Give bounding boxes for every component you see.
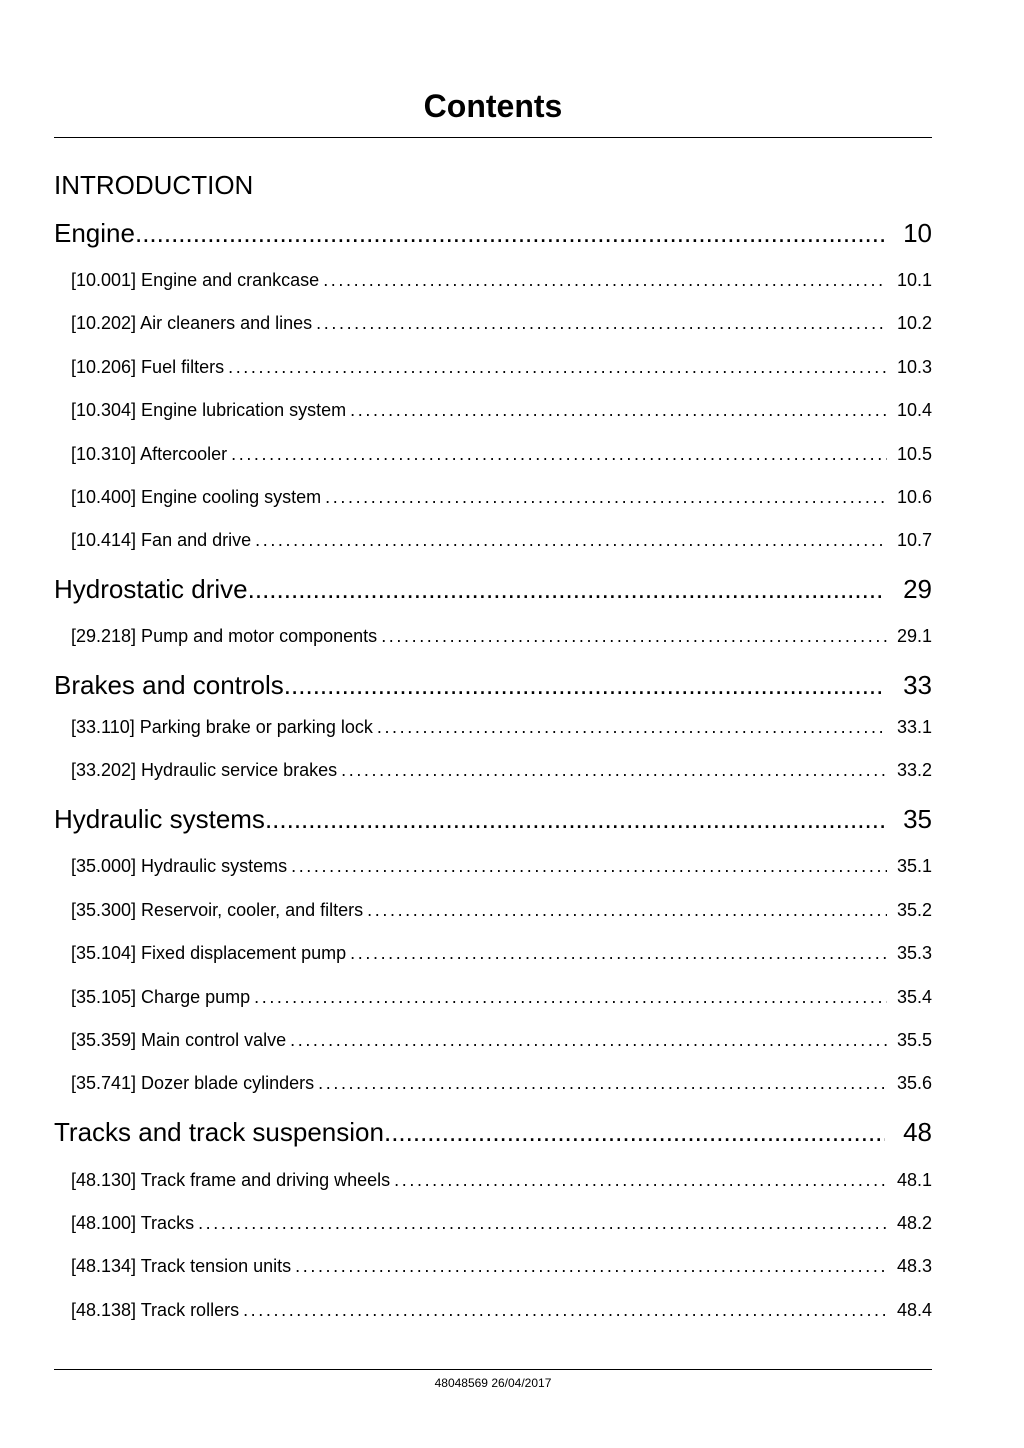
toc-entry-label: [10.202] Air cleaners and lines <box>71 313 313 333</box>
dot-leader <box>363 898 887 922</box>
toc-entry-page: 35.5 <box>896 1030 932 1050</box>
toc-entry[interactable] <box>71 1298 932 1322</box>
footer-divider <box>54 1369 932 1370</box>
toc-entry-page: 10.5 <box>896 444 932 464</box>
toc-entry[interactable] <box>71 715 932 739</box>
toc-section-page: 33 <box>903 670 932 700</box>
toc-entry-label: [48.138] Track rollers <box>71 1300 240 1320</box>
dot-leader <box>287 854 887 878</box>
toc-entry-page: 33.1 <box>896 717 932 737</box>
dot-leader <box>284 668 885 702</box>
toc-section-page: 48 <box>903 1117 932 1147</box>
toc-section-tracks-and-track-suspension[interactable] <box>54 1115 932 1149</box>
toc-entry-label: [35.104] Fixed displacement pump <box>71 943 347 963</box>
toc-entry-label: [10.400] Engine cooling system <box>71 487 322 507</box>
toc-entry-label: [33.110] Parking brake or parking lock <box>71 717 373 737</box>
dot-leader <box>314 1071 887 1095</box>
toc-entry[interactable] <box>71 528 932 552</box>
toc-entry-label: [33.202] Hydraulic service brakes <box>71 760 338 780</box>
toc-entry-page: 10.3 <box>896 357 932 377</box>
toc-section-hydraulic-systems[interactable] <box>54 802 932 836</box>
toc-section-label: Engine <box>54 218 135 248</box>
toc-section-hydrostatic-drive[interactable] <box>54 572 932 606</box>
toc-entry-label: [10.206] Fuel filters <box>71 357 225 377</box>
dot-leader <box>248 572 885 606</box>
toc-entry-label: [35.741] Dozer blade cylinders <box>71 1073 315 1093</box>
toc-section-brakes-and-controls[interactable] <box>54 668 932 702</box>
toc-entry-label: [35.000] Hydraulic systems <box>71 856 288 876</box>
toc-entry-label: [10.310] Aftercooler <box>71 444 228 464</box>
toc-entry-page: 10.7 <box>896 530 932 550</box>
intro-heading[interactable]: INTRODUCTION <box>54 170 254 200</box>
toc-entry-page: 29.1 <box>896 626 932 646</box>
dot-leader <box>227 442 887 466</box>
toc-entry-page: 10.4 <box>896 400 932 420</box>
dot-leader <box>373 715 887 739</box>
toc-entry-label: [35.105] Charge pump <box>71 987 251 1007</box>
toc-entry-label: [48.100] Tracks <box>71 1213 195 1233</box>
toc-entry[interactable] <box>71 758 932 782</box>
dot-leader <box>291 1254 887 1278</box>
toc-entry[interactable] <box>71 1168 932 1192</box>
toc-entry[interactable] <box>71 398 932 422</box>
toc-entry-label: [10.001] Engine and crankcase <box>71 270 320 290</box>
dot-leader <box>251 528 887 552</box>
toc-entry-label: [48.134] Track tension units <box>71 1256 292 1276</box>
toc-entry-page: 48.4 <box>896 1300 932 1320</box>
toc-entry-page: 35.1 <box>896 856 932 876</box>
toc-entry-page: 48.1 <box>896 1170 932 1190</box>
footer-doc-id: 48048569 26/04/2017 <box>434 1376 552 1390</box>
toc-entry-page: 35.2 <box>896 900 932 920</box>
toc-entry-page: 35.3 <box>896 943 932 963</box>
toc-entry[interactable] <box>71 898 932 922</box>
toc-section-label: Brakes and controls <box>54 670 284 700</box>
dot-leader <box>265 802 885 836</box>
toc-entry-page: 48.2 <box>896 1213 932 1233</box>
toc-section-page: 29 <box>903 574 932 604</box>
toc-section-label: Hydraulic systems <box>54 804 265 834</box>
toc-section-label: Tracks and track suspension <box>54 1117 384 1147</box>
toc-entry-label: [35.359] Main control valve <box>71 1030 287 1050</box>
dot-leader <box>346 941 887 965</box>
dot-leader <box>312 311 887 335</box>
dot-leader <box>384 1115 885 1149</box>
toc-entry-page: 10.6 <box>896 487 932 507</box>
dot-leader <box>319 268 887 292</box>
toc-entry-label: [48.130] Track frame and driving wheels <box>71 1170 391 1190</box>
dot-leader <box>390 1168 887 1192</box>
toc-entry-label: [29.218] Pump and motor components <box>71 626 378 646</box>
dot-leader <box>321 485 887 509</box>
toc-entry-page: 33.2 <box>896 760 932 780</box>
toc-entry-page: 48.3 <box>896 1256 932 1276</box>
dot-leader <box>286 1028 887 1052</box>
toc-entry[interactable] <box>71 1028 932 1052</box>
toc-entry[interactable] <box>71 1071 932 1095</box>
toc-entry[interactable] <box>71 624 932 648</box>
toc-entry[interactable] <box>71 941 932 965</box>
toc-entry-label: [10.304] Engine lubrication system <box>71 400 347 420</box>
toc-section-engine[interactable] <box>54 216 932 250</box>
toc-entry-label: [35.300] Reservoir, cooler, and filters <box>71 900 364 920</box>
toc-entry[interactable] <box>71 311 932 335</box>
toc-entry[interactable] <box>71 1211 932 1235</box>
dot-leader <box>377 624 887 648</box>
toc-section-page: 35 <box>903 804 932 834</box>
toc-entry-page: 10.2 <box>896 313 932 333</box>
toc-entry-label: [10.414] Fan and drive <box>71 530 252 550</box>
toc-entry[interactable] <box>71 1254 932 1278</box>
dot-leader <box>250 985 887 1009</box>
toc-entry[interactable] <box>71 355 932 379</box>
dot-leader <box>239 1298 887 1322</box>
title-divider <box>54 137 932 138</box>
dot-leader <box>337 758 887 782</box>
dot-leader <box>135 216 885 250</box>
toc-entry[interactable] <box>71 485 932 509</box>
page-title: Contents <box>423 88 563 124</box>
toc-section-page: 10 <box>903 218 932 248</box>
toc-section-label: Hydrostatic drive <box>54 574 248 604</box>
toc-entry[interactable] <box>71 985 932 1009</box>
toc-entry-page: 35.4 <box>896 987 932 1007</box>
dot-leader <box>346 398 887 422</box>
toc-entry[interactable] <box>71 268 932 292</box>
dot-leader <box>224 355 887 379</box>
toc-entry[interactable] <box>71 854 932 878</box>
toc-entry[interactable] <box>71 442 932 466</box>
toc-entry-page: 10.1 <box>896 270 932 290</box>
dot-leader <box>194 1211 887 1235</box>
toc-entry-page: 35.6 <box>896 1073 932 1093</box>
